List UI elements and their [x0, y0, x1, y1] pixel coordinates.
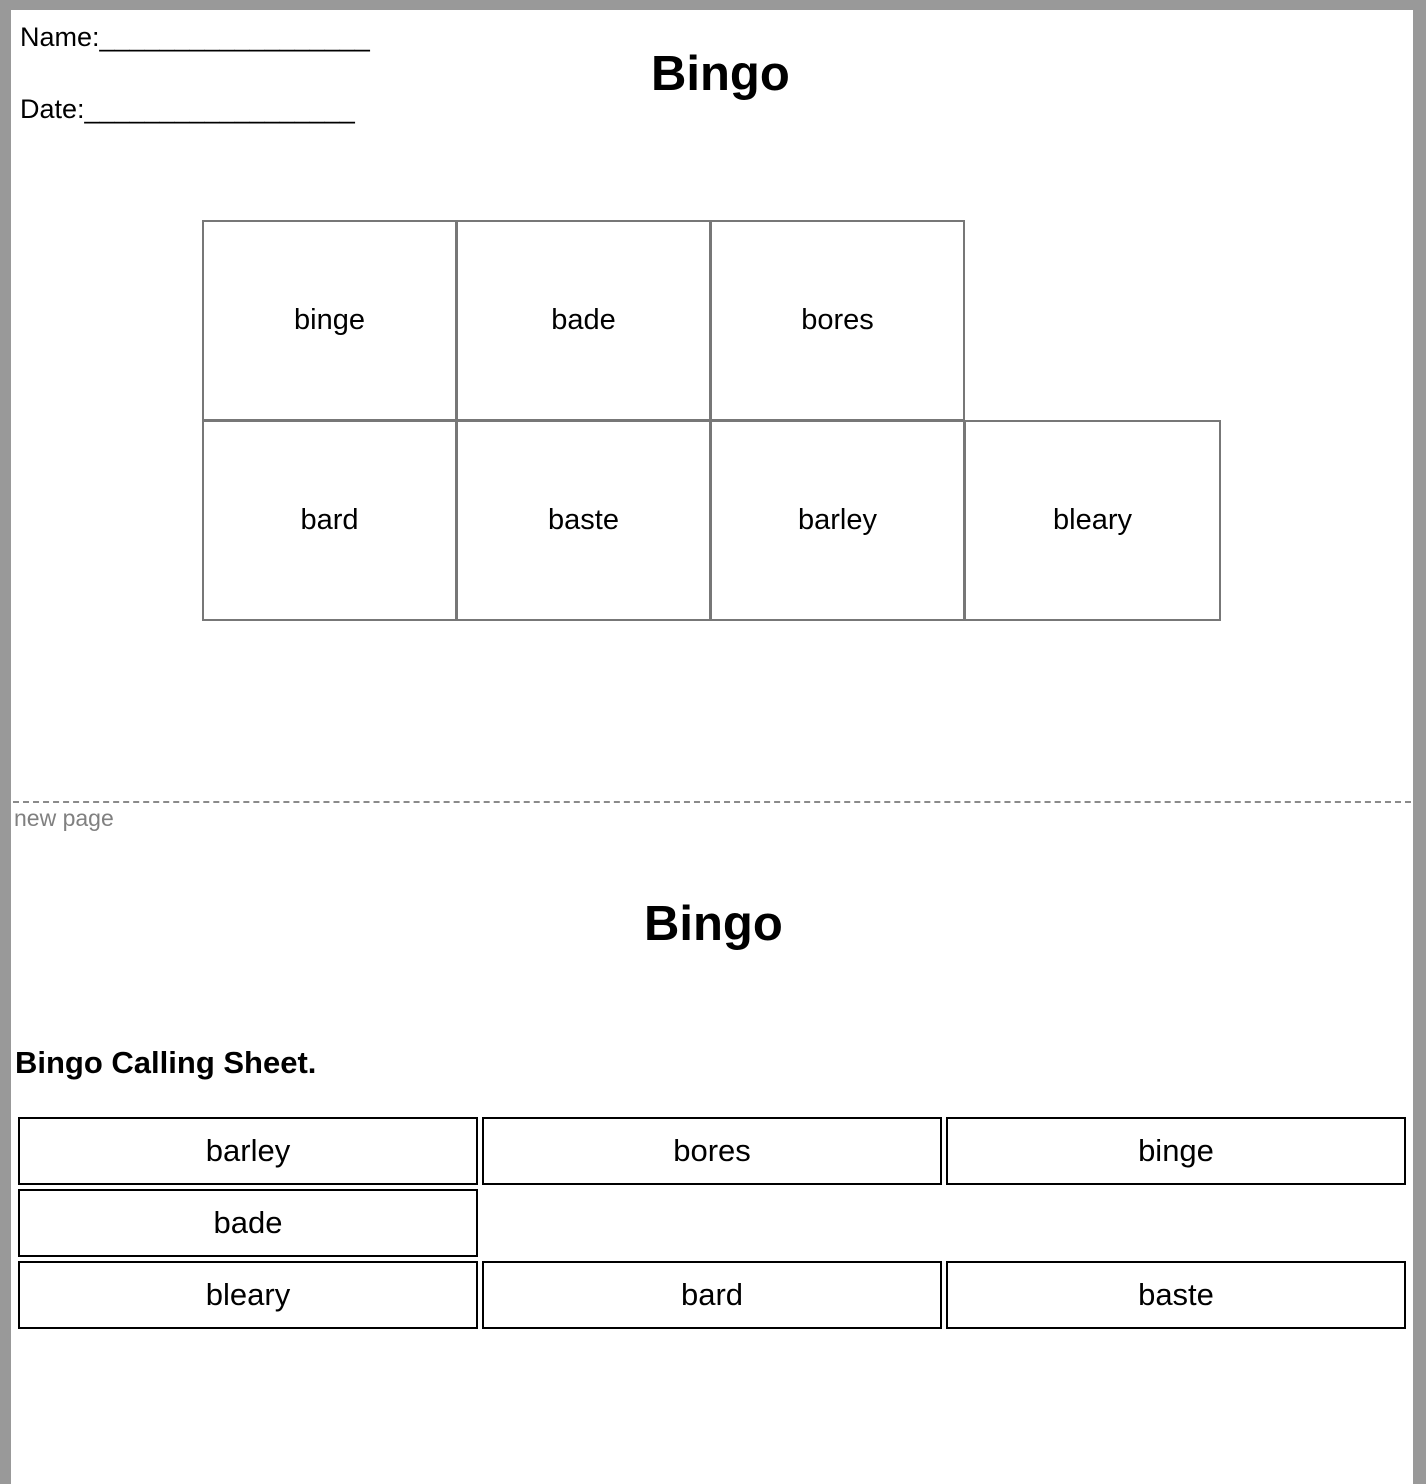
calling-sheet-row — [18, 1189, 478, 1257]
bingo-cell: barley — [710, 420, 965, 621]
calling-word-cell: bores — [482, 1117, 942, 1185]
calling-sheet-row — [18, 1117, 1406, 1185]
bingo-cell: bade — [456, 220, 711, 421]
new-page-label: new page — [14, 805, 114, 831]
bingo-cell: baste — [456, 420, 711, 621]
calling-word-cell: bade — [18, 1189, 478, 1257]
calling-word-cell: bard — [482, 1261, 942, 1329]
bingo-cell: bleary — [964, 420, 1221, 621]
calling-word-cell: baste — [946, 1261, 1406, 1329]
worksheet-page — [11, 10, 1413, 1484]
calling-word-cell: binge — [946, 1117, 1406, 1185]
page-title: Bingo — [651, 47, 790, 101]
bingo-card-row — [202, 420, 1221, 621]
calling-word-cell: barley — [18, 1117, 478, 1185]
bingo-cell: bores — [710, 220, 965, 421]
name-field: Name:__________________ — [20, 22, 370, 52]
bingo-cell: binge — [202, 220, 457, 421]
calling-sheet-heading: Bingo Calling Sheet. — [15, 1045, 317, 1080]
bingo-cell: bard — [202, 420, 457, 621]
page-break-divider — [13, 801, 1411, 803]
calling-sheet-row — [18, 1261, 1406, 1329]
date-field: Date:__________________ — [20, 94, 355, 124]
calling-page-title: Bingo — [644, 897, 783, 951]
bingo-card-row — [202, 220, 965, 421]
calling-word-cell: bleary — [18, 1261, 478, 1329]
